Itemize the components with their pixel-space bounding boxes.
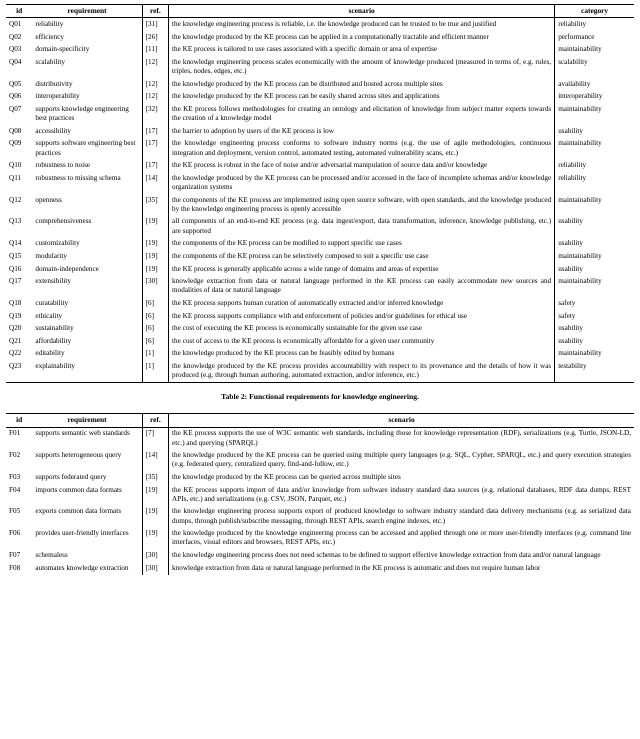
cell-ref: [12] (142, 78, 168, 91)
cell-ref: [14] (142, 172, 168, 194)
cell-id: Q22 (9, 349, 22, 358)
cell-requirement: modularity (35, 251, 67, 260)
cell-category: maintainability (555, 194, 634, 216)
cell-requirement: comprehensiveness (35, 217, 92, 226)
table-body (6, 18, 634, 383)
cell-category: usability (555, 335, 634, 348)
cell-ref: [31] (142, 18, 168, 31)
cell-requirement: openness (35, 195, 62, 204)
table-header-row (6, 5, 634, 18)
cell-scenario: the knowledge engineering process is reliable, i.e. the knowledge produced can be trusted to be true and justified (172, 20, 497, 29)
cell-category: maintainability (555, 250, 634, 263)
cell-id: Q11 (9, 173, 22, 182)
cell-scenario: the knowledge engineering process supports export of produced knowledge to software industry standard data delivery mechanisms (e.g. as serialized data dumps, through publish/subscribe messaging, through REST APIs, search engine indexes, etc.) (172, 507, 631, 525)
cell-requirement: domain-specificity (35, 45, 90, 54)
table-row (6, 56, 634, 78)
cell-ref: [35] (142, 194, 168, 216)
cell-scenario: the knowledge engineering process scales economically with the amount of knowledge produced (measured in terms of, e.g. rules, triples, nodes, edges, etc.) (172, 57, 552, 76)
table-row (6, 125, 634, 138)
cell-category: reliability (555, 18, 634, 31)
cell-scenario: the barrier to adoption by users of the KE process is low (172, 126, 334, 135)
column-header-id: id (6, 5, 32, 18)
cell-ref: [12] (142, 56, 168, 78)
cell-ref: [6] (142, 335, 168, 348)
cell-requirement: curatability (35, 298, 69, 307)
cell-id: Q20 (9, 324, 22, 333)
cell-requirement: schemaless (35, 551, 68, 560)
cell-ref: [19] (142, 528, 168, 550)
cell-scenario: the KE process is generally applicable across a wide range of domains and areas of expertise (172, 264, 439, 273)
cell-category: performance (555, 31, 634, 44)
cell-id: Q05 (9, 79, 22, 88)
cell-id: Q18 (9, 298, 22, 307)
cell-requirement: customizability (35, 239, 80, 248)
column-header-id: id (6, 414, 32, 427)
cell-category: maintainability (555, 276, 634, 298)
cell-requirement: robustness to missing schema (35, 173, 121, 182)
table-row (6, 562, 634, 575)
column-header-ref: ref. (142, 414, 168, 427)
cell-category: maintainability (555, 138, 634, 160)
cell-scenario: the knowledge produced by the knowledge engineering process can be accessed and applied through one or more user-friendly interfaces (e.g. command line interfaces, visual editors and browsers, REST APIs, etc.) (172, 529, 631, 547)
table-row (6, 528, 634, 550)
table-row (6, 484, 634, 506)
table-row (6, 348, 634, 361)
table-row (6, 549, 634, 562)
cell-category: usability (555, 125, 634, 138)
cell-category: usability (555, 323, 634, 336)
cell-id: Q13 (9, 217, 22, 226)
column-header-requirement: requirement (32, 414, 142, 427)
table-caption: Table 2: Functional requirements for knowledge engineering. (221, 392, 419, 402)
cell-ref: [19] (142, 263, 168, 276)
cell-requirement: exports common data formats (35, 507, 122, 516)
cell-id: Q21 (9, 336, 22, 345)
table-row (6, 216, 634, 238)
cell-requirement: sustainability (35, 324, 74, 333)
cell-ref: [30] (142, 549, 168, 562)
cell-category: usability (555, 238, 634, 251)
cell-scenario: the knowledge produced by the KE process can be applied in a computationally tractable and efficient manner (172, 32, 489, 41)
table-row (6, 44, 634, 57)
table-row (6, 506, 634, 528)
cell-id: F01 (9, 429, 21, 438)
cell-scenario: the components of the KE process can be selectively composed to suit a specific use case (172, 251, 429, 260)
cell-requirement: supports federated query (35, 472, 107, 481)
column-header-scenario: scenario (169, 414, 634, 427)
cell-category: safety (555, 297, 634, 310)
cell-ref: [1] (142, 360, 168, 382)
cell-requirement: supports software engineering best practices (35, 139, 136, 157)
cell-requirement: efficiency (35, 32, 65, 41)
cell-scenario: the knowledge produced by the KE process can be easily shared across sites and applications (172, 92, 440, 101)
cell-scenario: the components of the KE process can be modified to support specific use cases (172, 239, 402, 248)
table-row (6, 263, 634, 276)
cell-category: usability (555, 263, 634, 276)
cell-scenario: the KE process supports compliance with and enforcement of policies and/or guidelines for ethical use (172, 311, 468, 320)
cell-id: Q10 (9, 161, 22, 170)
cell-ref: [6] (142, 310, 168, 323)
cell-id: Q01 (9, 20, 22, 29)
cell-requirement: supports knowledge engineering best practices (35, 104, 129, 123)
cell-ref: [17] (142, 125, 168, 138)
cell-id: Q02 (9, 32, 22, 41)
cell-id: Q03 (9, 45, 22, 54)
cell-ref: [35] (142, 471, 168, 484)
cell-ref: [14] (142, 450, 168, 472)
table-row (6, 103, 634, 125)
cell-id: Q04 (9, 57, 22, 66)
cell-requirement: interoperability (35, 92, 80, 101)
cell-ref: [30] (142, 276, 168, 298)
table-row (6, 471, 634, 484)
functional-requirements-table (6, 413, 634, 574)
cell-category: testability (555, 360, 634, 382)
cell-id: F06 (9, 529, 21, 538)
cell-ref: [19] (142, 506, 168, 528)
cell-requirement: scalability (35, 57, 65, 66)
cell-category: safety (555, 310, 634, 323)
cell-ref: [19] (142, 250, 168, 263)
table-row (6, 335, 634, 348)
cell-id: Q09 (9, 139, 22, 148)
cell-ref: [32] (142, 103, 168, 125)
cell-id: F03 (9, 472, 21, 481)
cell-ref: [11] (142, 44, 168, 57)
column-header-ref: ref. (142, 5, 168, 18)
cell-id: Q08 (9, 126, 22, 135)
table-row (6, 194, 634, 216)
cell-scenario: the KE process supports human curation of automatically extracted and/or inferred knowledge (172, 298, 444, 307)
cell-requirement: accessibility (35, 126, 71, 135)
cell-ref: [6] (142, 323, 168, 336)
cell-scenario: all components of an end-to-end KE process (e.g. data ingest/export, data transformation, inference, knowledge publishing, etc.) are supported (172, 217, 552, 235)
cell-ref: [30] (142, 562, 168, 575)
cell-id: Q16 (9, 264, 22, 273)
table-row (6, 238, 634, 251)
quality-requirements-table (6, 4, 634, 383)
cell-requirement: ethicality (35, 311, 63, 320)
cell-ref: [6] (142, 297, 168, 310)
cell-category: usability (555, 216, 634, 238)
table-header-row (6, 414, 634, 427)
cell-id: Q06 (9, 92, 22, 101)
cell-requirement: affordability (35, 336, 72, 345)
cell-requirement: supports semantic web standards (35, 429, 130, 438)
cell-requirement: explainability (32, 360, 142, 382)
cell-ref: [12] (142, 91, 168, 104)
table-body (6, 427, 634, 574)
cell-id: Q19 (9, 311, 22, 320)
table-row (6, 310, 634, 323)
cell-requirement: domain-independence (35, 264, 99, 273)
cell-ref: [19] (142, 484, 168, 506)
cell-category: availability (555, 78, 634, 91)
cell-ref: [26] (142, 31, 168, 44)
cell-category: reliability (555, 160, 634, 173)
cell-category: interoperability (555, 91, 634, 104)
cell-scenario: the KE process is tailored to use cases associated with a specific domain or area of expertise (172, 45, 438, 54)
cell-scenario: the KE process follows methodologies for creating an ontology and elicitation of knowledge from subject matter experts towards the creation of a knowledge model (172, 104, 552, 123)
table-row (6, 276, 634, 298)
cell-requirement: supports heterogeneous query (35, 451, 122, 460)
cell-scenario: knowledge extraction from data or natural language performed in the KE process can easily accommodate new sources and modalities of data or natural language (172, 277, 552, 295)
table-row (6, 297, 634, 310)
cell-scenario: the KE process supports import of data and/or knowledge from software industry standard data sources (e.g. relational databases, RDF data dumps, REST APIs, etc.) and serializations (e.g. CSV, JSON, Parquet, etc.) (172, 485, 631, 503)
table-row (6, 172, 634, 194)
cell-id: F05 (9, 507, 21, 516)
cell-scenario: knowledge extraction from data or natural language performed in the KE process is automatic and does not require human labor (172, 563, 541, 572)
cell-scenario: the cost of access to the KE process is economically affordable for a given user community (172, 336, 435, 345)
table-row (6, 160, 634, 173)
cell-id: Q12 (9, 195, 22, 204)
cell-requirement: distributivity (35, 79, 73, 88)
cell-id: Q15 (9, 251, 22, 260)
cell-scenario: the cost of executing the KE process is economically sustainable for the given use case (172, 324, 422, 333)
table-row (6, 323, 634, 336)
cell-id: Q07 (9, 104, 22, 113)
cell-id: F08 (9, 563, 21, 572)
cell-id: Q17 (9, 277, 22, 286)
cell-id: Q14 (9, 239, 22, 248)
table-row (6, 450, 634, 472)
table-row (6, 31, 634, 44)
table-row (6, 18, 634, 31)
cell-scenario: the knowledge engineering process conforms to software industry norms (e.g. the use of agile methodologies, continuous integration and deployment, version control, automated testing, automated vulnerability scans, etc.) (172, 139, 552, 157)
cell-scenario: the knowledge produced by the KE process provides accountability with respect to its provenance and the details of how it was produced (e.g. through human authoring, automated extraction, and/or inference, etc.) (169, 360, 555, 382)
cell-category: maintainability (555, 44, 634, 57)
cell-id: F04 (9, 485, 21, 494)
table-row (6, 250, 634, 263)
cell-scenario: the knowledge produced by the KE process can be queried across multiple sites (172, 472, 401, 481)
column-header-requirement: requirement (32, 5, 142, 18)
cell-category: scalability (555, 56, 634, 78)
table-row (6, 427, 634, 449)
column-header-category: category (555, 5, 634, 18)
cell-ref: [19] (142, 216, 168, 238)
cell-scenario: the knowledge produced by the KE process can be queried using multiple query languages (e.g. SQL, Cypher, SPARQL, etc.) and query execution strategies (e.g. federated query, centralized query, find-and-follow, etc.) (172, 451, 631, 469)
cell-category: maintainability (555, 103, 634, 125)
cell-ref: [17] (142, 160, 168, 173)
cell-category: reliability (555, 172, 634, 194)
cell-id: F07 (9, 551, 21, 560)
cell-requirement: extensibility (35, 277, 71, 286)
cell-requirement: editability (35, 349, 65, 358)
column-header-scenario: scenario (169, 5, 555, 18)
cell-requirement: provides user-friendly interfaces (35, 529, 129, 538)
table-row (6, 360, 634, 382)
cell-id: Q23 (6, 360, 32, 382)
table-row (6, 91, 634, 104)
cell-ref: [17] (142, 138, 168, 160)
cell-requirement: automates knowledge extraction (35, 563, 129, 572)
cell-scenario: the knowledge produced by the KE process can be distributed and hosted across multiple sites (172, 79, 443, 88)
cell-scenario: the knowledge produced by the KE process can be feasibly edited by humans (172, 349, 395, 358)
cell-scenario: the knowledge produced by the KE process can be processed and/or accessed in the face of incomplete schemas and/or knowledge organization systems (172, 173, 552, 192)
table-row (6, 138, 634, 160)
cell-category: maintainability (555, 348, 634, 361)
cell-ref: [1] (142, 348, 168, 361)
table-row (6, 78, 634, 91)
cell-scenario: the knowledge engineering process does not need schemas to be defined to support effective knowledge extraction from data and/or natural language (172, 551, 601, 560)
cell-scenario: the KE process is robust in the face of noise and/or adversarial manipulation of source data and/or knowledge (172, 161, 488, 170)
cell-id: F02 (9, 451, 21, 460)
cell-scenario: the components of the KE process are implemented using open source software, with open standards, and the knowledge produced by the knowledge engineering process is openly accessible (172, 195, 552, 213)
cell-requirement: imports common data formats (35, 485, 122, 494)
cell-ref: [19] (142, 238, 168, 251)
cell-requirement: robustness to noise (35, 161, 91, 170)
cell-ref: [7] (142, 427, 168, 449)
cell-scenario: the KE process supports the use of W3C semantic web standards, including those for knowledge representation (RDF), serializations (e.g. Turtle, JSON-LD, etc.) and querying (SPARQL) (172, 429, 631, 447)
cell-requirement: reliability (35, 20, 64, 29)
